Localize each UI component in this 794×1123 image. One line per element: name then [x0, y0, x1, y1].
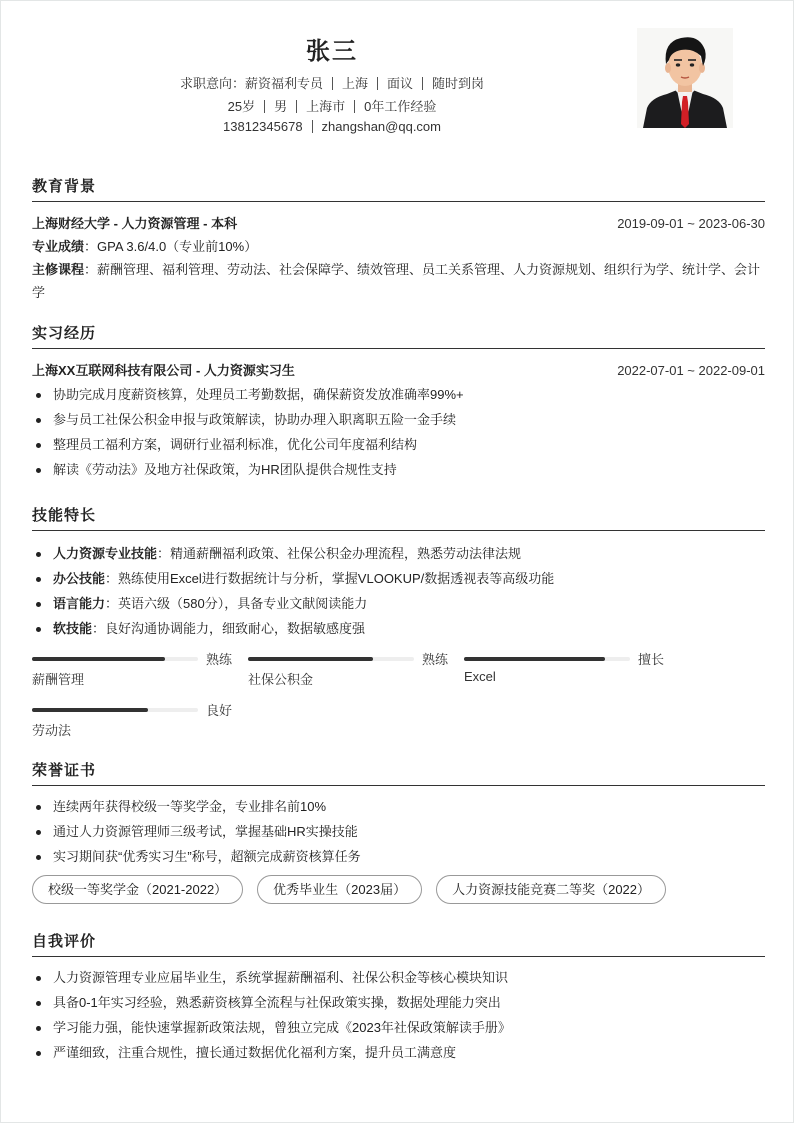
basic-info-line [1, 96, 663, 115]
location: 上海市 [306, 99, 346, 114]
honors-section [32, 759, 765, 869]
skill-level: 擅长 [638, 652, 665, 667]
gpa-value: GPA 3.6/4.0（专业前10%） [97, 239, 258, 254]
honor-tag: 人力资源技能竞赛二等奖（2022） [436, 875, 666, 904]
list-item: 整理员工福利方案，调研行业福利标准，优化公司年度福利结构 [32, 432, 765, 457]
skills-bullets [32, 541, 765, 641]
honors-title: 荣誉证书 [32, 759, 765, 786]
person-avatar-icon [637, 28, 733, 128]
job-salary: 面议 [387, 76, 414, 91]
skill-track [32, 657, 198, 661]
list-item [32, 591, 765, 616]
skill-level: 良好 [206, 703, 233, 718]
skill-text: ：良好沟通协调能力，细致耐心，数据敏感度强 [92, 621, 366, 636]
internship-title: 实习经历 [32, 322, 765, 349]
skill-fill [32, 657, 165, 661]
self-eval-section [32, 930, 765, 1065]
honor-tag: 校级一等奖学金（2021-2022） [32, 875, 243, 904]
email: zhangshan@qq.com [321, 119, 441, 134]
skills-title: 技能特长 [32, 504, 765, 531]
skill-level: 熟练 [206, 652, 233, 667]
skill-label: 人力资源专业技能 [53, 546, 158, 561]
age: 25岁 [227, 99, 256, 114]
school-major-degree: 上海财经大学 - 人力资源管理 - 本科 [32, 216, 238, 231]
courses-row [32, 258, 765, 304]
courses-label: 主修课程 [32, 262, 85, 277]
internship-bullets [32, 382, 765, 482]
skill-track [248, 657, 414, 661]
skill-level: 熟练 [422, 652, 449, 667]
education-school-row [32, 212, 765, 235]
gpa-label: 专业成绩 [32, 239, 85, 254]
list-item: 人力资源管理专业应届毕业生，系统掌握薪酬福利、社保公积金等核心模块知识 [32, 965, 765, 990]
skill-name: 劳动法 [32, 723, 72, 738]
skill-bar [248, 649, 448, 695]
divider [377, 77, 378, 90]
skill-name: 社保公积金 [248, 672, 314, 687]
colon: ： [84, 239, 98, 254]
company-position: 上海XX互联网科技有限公司 - 人力资源实习生 [32, 363, 295, 378]
skill-name: Excel [464, 669, 496, 684]
divider [312, 120, 313, 133]
job-intent-line [1, 73, 663, 92]
skill-name: 薪酬管理 [32, 672, 85, 687]
skill-bar [464, 649, 664, 695]
self-eval-title: 自我评价 [32, 930, 765, 957]
education-section [32, 175, 765, 304]
education-date: 2019-09-01 ~ 2023-06-30 [617, 216, 765, 231]
honors-bullets [32, 794, 765, 869]
phone: 13812345678 [223, 119, 303, 134]
list-item: 解读《劳动法》及地方社保政策，为HR团队提供合规性支持 [32, 457, 765, 482]
list-item [32, 566, 765, 591]
skill-fill [248, 657, 373, 661]
skill-bar [32, 649, 232, 695]
internship-company-row [32, 359, 765, 382]
experience: 0年工作经验 [364, 99, 437, 114]
self-eval-bullets [32, 965, 765, 1065]
list-item: 连续两年获得校级一等奖学金，专业排名前10% [32, 794, 765, 819]
courses-value: 薪酬管理、福利管理、劳动法、社会保障学、绩效管理、员工关系管理、人力资源规划、组织行为学、统计学、会计 [97, 262, 761, 277]
divider [354, 100, 355, 113]
internship-date: 2022-07-01 ~ 2022-09-01 [617, 363, 765, 378]
colon: ： [84, 262, 98, 277]
resume-header [1, 1, 794, 151]
skill-fill [32, 708, 148, 712]
divider [332, 77, 333, 90]
internship-section [32, 322, 765, 482]
skill-text: ：熟练使用Excel进行数据统计与分析，掌握VLOOKUP/数据透视表等高级功能 [105, 571, 555, 586]
skill-text: ：英语六级（580分），具备专业文献阅读能力 [105, 596, 368, 611]
honor-tag: 优秀毕业生（2023届） [257, 875, 422, 904]
skill-label: 软技能 [53, 621, 93, 636]
divider [422, 77, 423, 90]
honor-tags [32, 875, 666, 904]
list-item: 具备0-1年实习经验，熟悉薪资核算全流程与社保政策实操，数据处理能力突出 [32, 990, 765, 1015]
list-item: 通过人力资源管理师三级考试，掌握基础HR实操技能 [32, 819, 765, 844]
list-item: 参与员工社保公积金申报与政策解读，协助办理入职离职五险一金手续 [32, 407, 765, 432]
job-intent: 求职意向：薪资福利专员 [179, 76, 323, 91]
gender: 男 [274, 99, 288, 114]
skill-fill [464, 657, 605, 661]
skill-label: 语言能力 [53, 596, 106, 611]
skill-bar [32, 700, 232, 746]
skill-track [464, 657, 630, 661]
list-item: 学习能力强，能快速掌握新政策法规，曾独立完成《2023年社保政策解读手册》 [32, 1015, 765, 1040]
list-item [32, 616, 765, 641]
skill-track [32, 708, 198, 712]
skills-section [32, 504, 765, 641]
gpa-row [32, 235, 765, 258]
avatar-photo [637, 28, 733, 128]
skill-label: 办公技能 [53, 571, 106, 586]
job-availability: 随时到岗 [432, 76, 485, 91]
list-item: 协助完成月度薪资核算，处理员工考勤数据，确保薪资发放准确率99%+ [32, 382, 765, 407]
divider [296, 100, 297, 113]
contact-line [1, 119, 663, 134]
divider [264, 100, 265, 113]
skill-text: ：精通薪酬福利政策、社保公积金办理流程，熟悉劳动法律法规 [157, 546, 522, 561]
courses-value-wrap: 学 [32, 285, 46, 300]
list-item [32, 541, 765, 566]
candidate-name: 张三 [306, 38, 358, 65]
job-city: 上海 [341, 76, 368, 91]
list-item: 严谨细致，注重合规性，擅长通过数据优化福利方案，提升员工满意度 [32, 1040, 765, 1065]
education-title: 教育背景 [32, 175, 765, 202]
list-item: 实习期间获“优秀实习生”称号，超额完成薪资核算任务 [32, 844, 765, 869]
